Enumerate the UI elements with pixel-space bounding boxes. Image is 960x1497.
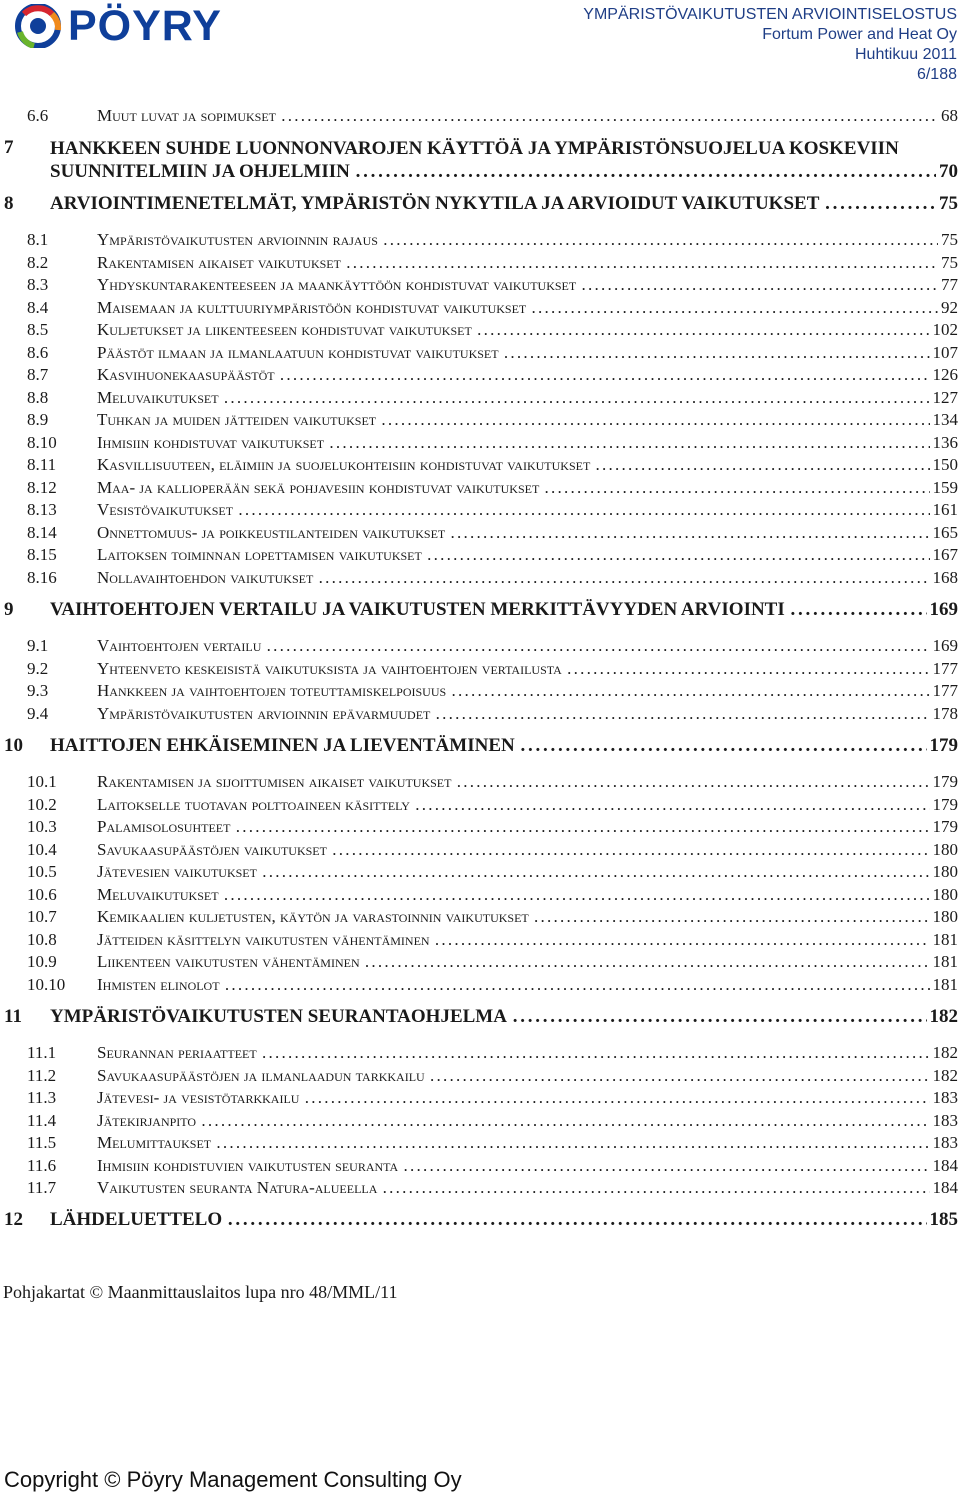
toc-number: 8.3	[27, 275, 49, 294]
toc-section-list	[0, 1042, 958, 1200]
toc-page: 182	[929, 1005, 958, 1027]
toc-title: YMPÄRISTÖVAIKUTUSTEN SEURANTAOHJELMA . . .	[50, 1006, 927, 1028]
toc-title: Savukaasupäästöjen vaikutukset . . .	[97, 839, 930, 861]
toc-entry[interactable]	[0, 296, 958, 319]
toc-entry[interactable]	[0, 1109, 958, 1132]
toc-number: 9	[4, 598, 14, 620]
toc-entry[interactable]	[0, 1087, 958, 1110]
toc-entry[interactable]	[0, 680, 958, 703]
toc-page: 181	[932, 952, 958, 971]
toc-title: Ympäristövaikutusten arvioinnin rajaus . . .	[97, 229, 938, 251]
toc-page: 185	[929, 1209, 958, 1230]
toc-entry[interactable]	[0, 702, 958, 725]
toc-number: 11.1	[27, 1043, 57, 1062]
toc-title: Yhdyskuntarakenteeseen ja maankäyttöön kohdistuvat vaikutukset . . .	[97, 274, 938, 296]
toc-entry[interactable]	[0, 409, 958, 432]
toc-number: 8.4	[27, 297, 49, 317]
toc-number: 9.2	[27, 658, 49, 678]
toc-page: 68	[941, 105, 958, 125]
toc-page: 169	[929, 598, 958, 620]
toc-entry[interactable]	[0, 1154, 958, 1177]
toc-entry[interactable]	[0, 274, 958, 297]
toc-page: 150	[932, 455, 958, 474]
toc-title: Laitoksen toiminnan lopettamisen vaikutukset . . .	[97, 544, 930, 566]
document-title: YMPÄRISTÖVAIKUTUSTEN ARVIOINTISELOSTUS	[583, 6, 957, 23]
copyright-footer: Copyright © Pöyry Management Consulting Oy	[4, 1467, 462, 1492]
toc-number: 10.5	[27, 862, 57, 881]
toc-title: Vaikutusten seuranta Natura-alueella . . .	[97, 1177, 930, 1199]
toc-page: 182	[932, 1043, 958, 1062]
toc-title: Tuhkan ja muiden jätteiden vaikutukset . . .	[97, 409, 930, 431]
toc-title: Onnettomuus- ja poikkeustilanteiden vaikutukset . . .	[97, 522, 930, 544]
toc-number: 10.4	[27, 839, 57, 859]
toc-title: Palamisolosuhteet . . .	[97, 816, 930, 838]
toc-page: 75	[941, 252, 958, 272]
toc-page: 179	[932, 817, 958, 836]
company-name: Fortum Power and Heat Oy	[762, 26, 957, 43]
toc-page: 127	[932, 387, 958, 407]
toc-entry[interactable]	[0, 386, 958, 409]
toc-title: Meluvaikutukset . . .	[97, 884, 930, 906]
toc-chapter[interactable]	[0, 599, 958, 621]
toc-entry[interactable]	[0, 251, 958, 274]
map-credit-note: Pohjakartat © Maanmittauslaitos lupa nro 48/MML/11	[3, 1282, 398, 1302]
toc-page: 180	[932, 839, 958, 859]
toc-number: 8.8	[27, 387, 49, 407]
toc-number: 8.1	[27, 230, 49, 249]
toc-entry[interactable]	[0, 1042, 958, 1065]
toc-chapter[interactable]	[0, 1209, 958, 1231]
toc-number: 9.3	[27, 681, 49, 700]
toc-title: Laitokselle tuotavan polttoaineen käsittely . . .	[97, 794, 930, 816]
toc-title: Maa- ja kallioperään sekä pohjavesiin kohdistuvat vaikutukset . . .	[97, 477, 930, 499]
toc-entry[interactable]	[0, 838, 958, 861]
toc-title: Muut luvat ja sopimukset . . .	[97, 105, 938, 127]
toc-chapter[interactable]	[0, 193, 958, 215]
toc-title: Jätevesien vaikutukset . . .	[97, 861, 930, 883]
toc-title: Rakentamisen ja sijoittumisen aikaiset vaikutukset . . .	[97, 771, 930, 793]
toc-title: Seurannan periaatteet . . .	[97, 1042, 930, 1064]
toc-page: 136	[932, 432, 958, 452]
toc-title: Jätevesi- ja vesistötarkkailu . . .	[97, 1087, 930, 1109]
toc-title: Nollavaihtoehdon vaikutukset . . .	[97, 567, 930, 589]
toc-entry[interactable]	[0, 521, 958, 544]
toc-page: 183	[932, 1110, 958, 1130]
logo-wordmark: PÖYRY	[68, 2, 222, 50]
table-of-contents	[0, 104, 958, 1231]
toc-page: 179	[932, 772, 958, 791]
toc-number: 10.3	[27, 817, 57, 836]
toc-entry[interactable]	[0, 431, 958, 454]
toc-number: 7	[4, 136, 14, 158]
toc-page: 179	[929, 734, 958, 756]
toc-number: 10.8	[27, 929, 57, 949]
toc-number: 6.6	[27, 105, 49, 125]
toc-number: 8.16	[27, 567, 57, 587]
toc-page: 177	[932, 658, 958, 678]
toc-page: 178	[932, 703, 958, 723]
toc-number: 8.13	[27, 500, 57, 519]
toc-page: 102	[932, 320, 958, 339]
toc-number: 11.2	[27, 1065, 57, 1085]
toc-number: 11.5	[27, 1133, 57, 1152]
toc-page: 167	[932, 545, 958, 564]
document-header	[583, 5, 957, 85]
toc-page: 159	[932, 477, 958, 497]
toc-entry[interactable]	[0, 476, 958, 499]
toc-page: 70	[939, 160, 958, 182]
toc-entry[interactable]	[0, 566, 958, 589]
toc-title: Savukaasupäästöjen ja ilmanlaadun tarkkailu . . .	[97, 1065, 930, 1087]
toc-entry[interactable]	[0, 928, 958, 951]
toc-page: 126	[932, 365, 958, 384]
toc-entry[interactable]	[0, 861, 958, 884]
toc-entry[interactable]	[0, 229, 958, 252]
toc-entry[interactable]	[0, 793, 958, 816]
toc-chapter[interactable]	[0, 137, 958, 183]
toc-title: SUUNNITELMIIN JA OHJELMIIN . . .	[50, 160, 936, 183]
toc-section-list	[0, 635, 958, 725]
toc-title: Maisemaan ja kulttuuriympäristöön kohdistuvat vaikutukset . . .	[97, 297, 938, 319]
toc-page: 179	[932, 794, 958, 814]
toc-number: 10.9	[27, 952, 57, 971]
toc-title: Jätteiden käsittelyn vaikutusten vähentäminen . . .	[97, 929, 930, 951]
toc-title: Hankkeen ja vaihtoehtojen toteuttamiskelpoisuus . . .	[97, 680, 930, 702]
toc-page: 183	[932, 1088, 958, 1107]
toc-number: 8	[4, 192, 14, 214]
toc-entry[interactable]	[0, 635, 958, 658]
toc-entry[interactable]	[0, 1132, 958, 1155]
toc-number: 10.1	[27, 772, 57, 791]
toc-page: 92	[941, 297, 958, 317]
toc-number: 8.14	[27, 522, 57, 542]
toc-page: 107	[932, 342, 958, 362]
toc-number: 10	[4, 734, 23, 756]
toc-section-list	[0, 771, 958, 996]
page-number: 6/188	[916, 66, 957, 83]
toc-entry[interactable]	[0, 973, 958, 996]
toc-chapter[interactable]	[0, 735, 958, 757]
toc-title: Kasvillisuuteen, eläimiin ja suojelukohteisiin kohdistuvat vaikutukset . . .	[97, 454, 930, 476]
toc-title: Melumittaukset . . .	[97, 1132, 930, 1154]
toc-number: 10.7	[27, 907, 57, 926]
toc-title: Yhteenveto keskeisistä vaikutuksista ja vaihtoehtojen vertailusta . . .	[97, 658, 930, 680]
toc-title: Vesistövaikutukset . . .	[97, 499, 930, 521]
toc-page: 184	[932, 1178, 958, 1197]
toc-title: Ympäristövaikutusten arvioinnin epävarmuudet . . .	[97, 703, 930, 725]
toc-number: 11.3	[27, 1088, 57, 1107]
toc-entry[interactable]	[0, 1064, 958, 1087]
toc-number: 10.6	[27, 884, 57, 904]
toc-number: 9.1	[27, 636, 49, 655]
toc-entry[interactable]	[0, 883, 958, 906]
toc-page: 180	[932, 884, 958, 904]
toc-page: 177	[932, 681, 958, 700]
toc-number: 9.4	[27, 703, 49, 723]
toc-number: 8.11	[27, 455, 57, 474]
toc-section-list	[0, 229, 958, 589]
toc-title: Päästöt ilmaan ja ilmanlaatuun kohdistuvat vaikutukset . . .	[97, 342, 930, 364]
toc-page: 181	[932, 974, 958, 994]
toc-number: 11.4	[27, 1110, 57, 1130]
toc-entry[interactable]	[0, 544, 958, 567]
toc-page: 181	[932, 929, 958, 949]
toc-entry[interactable]	[0, 454, 958, 477]
poyry-logo-icon	[14, 4, 62, 48]
toc-title: Ihmisten elinolot . . .	[97, 974, 930, 996]
toc-page: 77	[941, 275, 958, 294]
toc-page: 180	[932, 862, 958, 881]
toc-title: Meluvaikutukset . . .	[97, 387, 930, 409]
toc-number: 12	[4, 1209, 23, 1230]
toc-chapter[interactable]	[0, 1006, 958, 1028]
toc-title: Jätekirjanpito . . .	[97, 1110, 930, 1132]
toc-page: 169	[932, 636, 958, 655]
toc-page: 184	[932, 1155, 958, 1175]
toc-page: 183	[932, 1133, 958, 1152]
toc-title-line: HANKKEEN SUHDE LUONNONVAROJEN KÄYTTÖÄ JA YMPÄRISTÖNSUOJELUA KOSKEVIIN	[50, 137, 899, 159]
toc-page: 168	[932, 567, 958, 587]
toc-entry[interactable]	[0, 657, 958, 680]
toc-page: 75	[939, 192, 958, 214]
toc-page: 134	[932, 410, 958, 429]
toc-title: Vaihtoehtojen vertailu . . .	[97, 635, 930, 657]
toc-page: 165	[932, 522, 958, 542]
toc-number: 11.7	[27, 1178, 57, 1197]
toc-number: 8.12	[27, 477, 57, 497]
toc-page: 75	[941, 230, 958, 249]
toc-page: 161	[932, 500, 958, 519]
toc-title: Kasvihuonekaasupäästöt . . .	[97, 364, 930, 386]
toc-entry[interactable]	[0, 341, 958, 364]
toc-number: 10.10	[27, 974, 66, 994]
toc-number: 11.6	[27, 1155, 57, 1175]
toc-title: Ihmisiin kohdistuvien vaikutusten seuranta . . .	[97, 1155, 930, 1177]
toc-number: 8.15	[27, 545, 57, 564]
toc-number: 10.2	[27, 794, 57, 814]
toc-entry[interactable]	[0, 319, 958, 342]
toc-entry[interactable]	[0, 771, 958, 794]
toc-title: ARVIOINTIMENETELMÄT, YMPÄRISTÖN NYKYTILA JA ARVIOIDUT VAIKUTUKSET . . .	[50, 193, 936, 215]
document-date: Huhtikuu 2011	[855, 46, 957, 63]
company-logo	[14, 4, 222, 48]
toc-page: 182	[932, 1065, 958, 1085]
toc-page: 180	[932, 907, 958, 926]
toc-entry[interactable]	[0, 364, 958, 387]
toc-title: Ihmisiin kohdistuvat vaikutukset . . .	[97, 432, 930, 454]
toc-title: VAIHTOEHTOJEN VERTAILU JA VAIKUTUSTEN MERKITTÄVYYDEN ARVIOINTI . . .	[50, 599, 927, 621]
toc-title: HAITTOJEN EHKÄISEMINEN JA LIEVENTÄMINEN . . .	[50, 735, 927, 757]
toc-entry[interactable]	[0, 1177, 958, 1200]
toc-number: 8.9	[27, 410, 49, 429]
toc-number: 8.7	[27, 365, 49, 384]
toc-number: 8.6	[27, 342, 49, 362]
toc-title: Kemikaalien kuljetusten, käytön ja varastoinnin vaikutukset . . .	[97, 906, 930, 928]
toc-number: 8.10	[27, 432, 57, 452]
toc-entry[interactable]	[0, 499, 958, 522]
toc-number: 8.5	[27, 320, 49, 339]
toc-title: Liikenteen vaikutusten vähentäminen . . .	[97, 951, 930, 973]
toc-number: 8.2	[27, 252, 49, 272]
toc-title: Rakentamisen aikaiset vaikutukset . . .	[97, 252, 938, 274]
toc-entry[interactable]	[0, 951, 958, 974]
toc-number: 11	[4, 1005, 22, 1027]
toc-entry[interactable]	[0, 906, 958, 929]
toc-entry[interactable]	[0, 104, 958, 127]
toc-title: LÄHDELUETTELO . . .	[50, 1209, 927, 1231]
toc-entry[interactable]	[0, 816, 958, 839]
toc-title: Kuljetukset ja liikenteeseen kohdistuvat vaikutukset . . .	[97, 319, 930, 341]
